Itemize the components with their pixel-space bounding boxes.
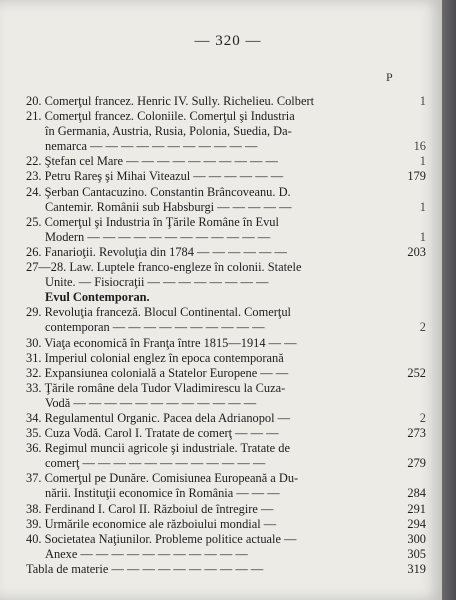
toc-entry-page: 319 [407, 561, 426, 576]
toc-entry-text: Cantemir. Românii sub Habsburgi — — — — — [45, 199, 292, 214]
toc-entry-page: 252 [407, 365, 426, 380]
toc-entry-text: 20. Comerţul francez. Henric IV. Sully. Richelieu. Colbert [26, 94, 315, 108]
toc-entry-page: 179 [407, 169, 426, 184]
toc-entry-text: 35. Cuza Vodă. Carol I. Tratate de comerţ — — — [26, 426, 279, 441]
toc-entry-text: 22. Ştefan cel Mare — — — — — — — — — — [26, 154, 278, 169]
toc-entry [26, 169, 426, 184]
toc-entry [26, 184, 426, 215]
toc-entry [26, 244, 426, 260]
annex-page: 305 [407, 546, 426, 561]
toc-entry-page: 1 [419, 199, 426, 214]
toc-entry-page: 2 [419, 410, 426, 425]
table-of-contents [26, 94, 426, 577]
toc-entry-text: 39. Urmările economice ale războiului mondial — [26, 516, 277, 531]
toc-entry-text: contemporan — — — — — — — — — — [45, 320, 265, 335]
toc-entry-text: 32. Expansiunea colonială a Statelor Europene — — [26, 365, 289, 380]
toc-entry-page: 2 [419, 320, 426, 335]
toc-entry-text: Tabla de materie — — — — — — — — — — [26, 561, 264, 576]
toc-entry [26, 410, 426, 426]
toc-entry [26, 336, 396, 351]
toc-entry-text: 21. Comerţul francez. Coloniile. Comerţul şi Industria [26, 109, 295, 124]
toc-entry-text: Modern — — — — — — — — — — — — [45, 229, 271, 244]
toc-entry-text: 25. Comerţul şi Industria în Ţările Române în Evul [26, 214, 279, 229]
toc-entry [26, 441, 426, 471]
toc-entry [26, 471, 426, 501]
toc-entry-text: 30. Viaţa economică în Franţa între 1815—1914 — — [26, 335, 297, 350]
toc-entry-text: 29. Revoluţia franceză. Blocul Continental. Comerţul [26, 305, 291, 320]
toc-entry [26, 531, 426, 562]
toc-entry [26, 561, 426, 577]
toc-entry-text: 24. Şerban Cantacuzino. Constantin Brâncoveanu. D. [26, 184, 291, 199]
toc-entry-page: 1 [419, 154, 426, 169]
toc-entry-text: Anexe — — — — — — — — — — — [45, 546, 248, 561]
toc-entry-text: 36. Regimul muncii agricole şi industriale. Tratate de [26, 441, 290, 456]
toc-entry-text: 33. Ţările române dela Tudor Vladimirescu la Cuza- [26, 380, 286, 395]
page-column-header: P [386, 70, 393, 84]
toc-entry-page: 273 [407, 426, 426, 441]
toc-entry [26, 426, 426, 441]
toc-entry-text: 38. Ferdinand I. Carol II. Războiul de întregire — [26, 501, 274, 516]
toc-entry [26, 305, 426, 335]
toc-entry [26, 94, 426, 109]
toc-entry-page: 300 [407, 531, 426, 546]
toc-entry-text: 40. Societatea Naţiunilor. Probleme politice actuale — [26, 531, 297, 546]
toc-entry-text: Unite. — Fisiocraţii — — — — — — — — [45, 275, 269, 290]
book-spine-edge [442, 0, 456, 600]
toc-entry-text: 23. Petru Rareş şi Mihai Viteazul — — — — — — [26, 169, 284, 184]
toc-entry [26, 365, 426, 381]
toc-entry [26, 351, 396, 366]
toc-entry-page: 294 [407, 516, 426, 531]
toc-entry-page: 291 [407, 501, 426, 516]
toc-entry-text: nemarca — — — — — — — — — — — [45, 139, 258, 154]
toc-entry-page: 284 [407, 486, 426, 501]
toc-entry [26, 214, 426, 245]
toc-entry-page: 16 [413, 139, 426, 154]
page-number: — 320 — [194, 33, 262, 49]
toc-entry-text: comerţ — — — — — — — — — — — — [45, 456, 266, 471]
toc-entry-text: nării. Instituţii economice în România — — — [45, 486, 280, 501]
toc-entry [26, 154, 426, 169]
toc-entry-page: 1 [419, 94, 426, 108]
toc-entry-page: 279 [407, 456, 426, 471]
toc-entry-text: 37. Comerţul pe Dunăre. Comisiunea Europeană a Du- [26, 471, 299, 486]
section-heading: Evul Contemporan. [45, 290, 150, 305]
toc-entry [26, 109, 426, 154]
toc-entry-page: 203 [407, 244, 426, 259]
toc-entry [26, 381, 396, 411]
toc-entry-text: 34. Regulamentul Organic. Pacea dela Adrianopol — [26, 410, 291, 425]
toc-entry-text: 26. Fanarioţii. Revoluţia din 1784 — — — — — — [26, 244, 287, 259]
toc-entry [26, 260, 396, 290]
toc-entry-text: 27—28. Law. Luptele franco-engleze în colonii. Statele [26, 260, 302, 275]
toc-entry-text: 31. Imperiul colonial englez în epoca contemporană [26, 350, 284, 365]
toc-section-heading [26, 290, 396, 305]
toc-entry [26, 501, 426, 517]
toc-entry-text: în Germania, Austria, Rusia, Polonia, Suedia, Da- [45, 124, 292, 139]
toc-entry-text: Vodă — — — — — — — — — — — — [45, 395, 257, 410]
toc-entry-page: 1 [419, 229, 426, 244]
toc-entry [26, 516, 426, 532]
